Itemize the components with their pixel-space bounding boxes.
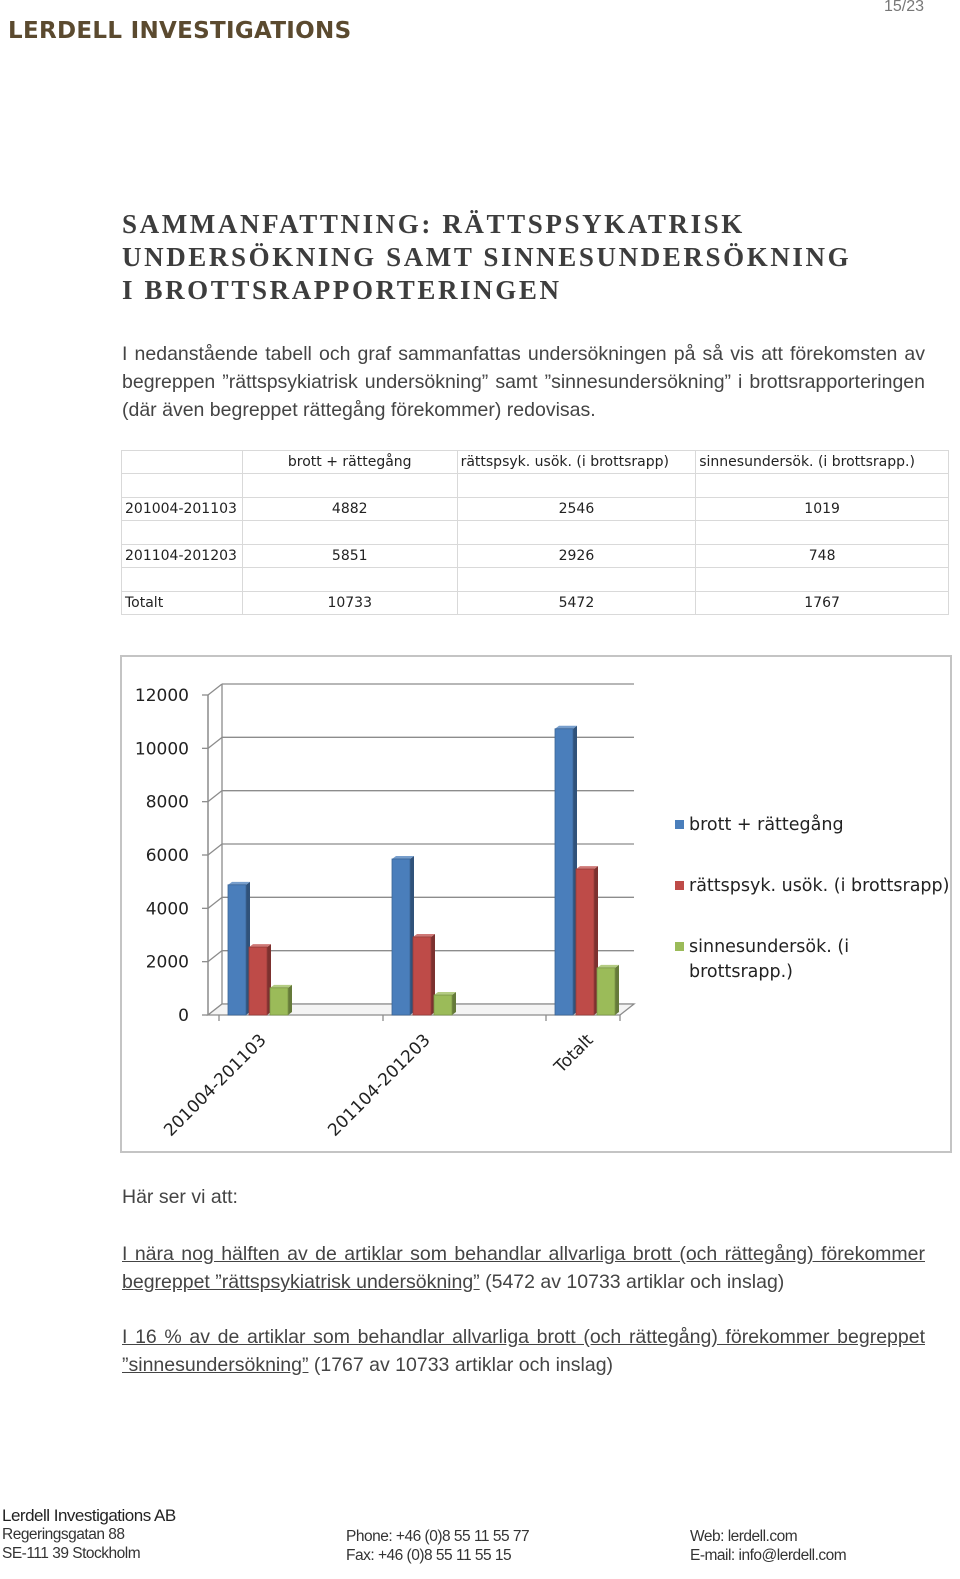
footer-web-link[interactable]: Web: lerdell.com xyxy=(690,1528,798,1545)
bar-chart xyxy=(120,655,952,1153)
x-tick-label: 201104-201203 xyxy=(324,1030,435,1141)
bar xyxy=(555,729,573,1015)
table-cell: 1019 xyxy=(696,498,949,521)
footer-contact xyxy=(346,1527,529,1565)
y-tick-label: 0 xyxy=(178,1006,189,1026)
table-cell: 2926 xyxy=(457,545,696,568)
table-cell: 5472 xyxy=(457,592,696,615)
table-cell: 748 xyxy=(696,545,949,568)
bar xyxy=(392,859,410,1015)
findings-intro: Här ser vi att: xyxy=(122,1186,238,1208)
bar xyxy=(228,885,246,1015)
legend-swatch xyxy=(675,942,684,951)
gridline-depth xyxy=(208,791,222,802)
bar xyxy=(413,937,431,1015)
title-line-3: I BROTTSRAPPORTERINGEN xyxy=(122,275,562,305)
legend-label: rättspsyk. usök. (i brottsrapp) xyxy=(689,876,950,896)
title-line-1: SAMMANFATTNING: RÄTTSPSYKATRISK xyxy=(122,209,745,239)
gridline-depth xyxy=(208,737,222,748)
footer-fax: Fax: +46 (0)8 55 11 55 15 xyxy=(346,1547,512,1564)
chart-canvas xyxy=(122,657,950,1151)
table-cell: Totalt xyxy=(122,592,243,615)
intro-paragraph: I nedanstående tabell och graf sammanfattas undersökningen på så vis att förekomsten av begreppen ”rättspsykiatrisk undersökning” samt ”sinnesundersökning” i brottsrapporteringen (där även begreppet rättegång förekommer) redovisas. xyxy=(122,343,925,421)
brand-logo: LERDELL INVESTIGATIONS xyxy=(8,18,352,44)
finding-paragraph-2 xyxy=(122,1323,925,1379)
table-row xyxy=(122,592,949,615)
footer-street: Regeringsgatan 88 xyxy=(2,1526,125,1543)
bar xyxy=(597,968,615,1015)
x-tick-label: Totalt xyxy=(550,1030,598,1078)
table-spacer-row xyxy=(122,568,949,592)
title-line-2: UNDERSÖKNING SAMT SINNESUNDERSÖKNING xyxy=(122,242,852,272)
bar xyxy=(576,869,594,1015)
summary-table xyxy=(121,450,949,615)
footer-address xyxy=(2,1506,176,1563)
page-number: 15/23 xyxy=(883,0,924,15)
finding-paragraph-1 xyxy=(122,1240,925,1296)
table-header-cell: rättspsyk. usök. (i brottsrapp) xyxy=(457,451,696,474)
table-row xyxy=(122,498,949,521)
table-row xyxy=(122,545,949,568)
gridline-depth xyxy=(208,951,222,962)
footer-email-link[interactable]: E-mail: info@lerdell.com xyxy=(690,1547,847,1564)
table-header-cell: brott + rättegång xyxy=(242,451,457,474)
y-tick-label: 8000 xyxy=(145,792,189,813)
table-cell: 5851 xyxy=(242,545,457,568)
finding-2-underlined: I 16 % av de artiklar som behandlar allvarliga brott (och rättegång) förekommer begreppet ”sinnesundersökning” xyxy=(122,1326,925,1376)
y-tick-label: 4000 xyxy=(145,899,189,920)
table-header-cell xyxy=(122,451,243,474)
finding-1-underlined: I nära nog hälften av de artiklar som behandlar allvarliga brott (och rättegång) förekommer begreppet ”rättspsykiatrisk undersökning” xyxy=(122,1243,925,1293)
legend-swatch xyxy=(675,820,684,829)
y-tick-label: 6000 xyxy=(145,846,189,866)
table-cell: 2546 xyxy=(457,498,696,521)
bar xyxy=(270,988,288,1015)
bar-side xyxy=(288,985,292,1015)
gridline-depth xyxy=(208,844,222,855)
table-cell: 201004-201103 xyxy=(122,498,243,521)
legend-label: brott + rättegång xyxy=(689,815,844,835)
y-tick-label: 2000 xyxy=(145,952,189,973)
table-cell: 10733 xyxy=(242,592,457,615)
footer-phone: Phone: +46 (0)8 55 11 55 77 xyxy=(346,1528,530,1545)
finding-2-rest: (1767 av 10733 artiklar och inslag) xyxy=(308,1354,614,1376)
footer-web xyxy=(690,1527,846,1565)
page-title xyxy=(122,208,942,307)
footer-city: SE-111 39 Stockholm xyxy=(2,1545,141,1562)
bar-side xyxy=(452,992,456,1015)
table-spacer-row xyxy=(122,521,949,545)
legend-swatch xyxy=(675,881,684,890)
table-spacer-row xyxy=(122,474,949,498)
bar xyxy=(249,947,267,1015)
table-header-cell: sinnesundersök. (i brottsrapp.) xyxy=(696,451,949,474)
gridline-depth xyxy=(208,684,222,695)
bar xyxy=(434,995,452,1015)
bar-side xyxy=(615,965,619,1015)
legend-label: sinnesundersök. (i brottsrapp.) xyxy=(689,937,850,982)
table-cell: 201104-201203 xyxy=(122,545,243,568)
footer-company: Lerdell Investigations AB xyxy=(2,1506,176,1525)
finding-1-rest: (5472 av 10733 artiklar och inslag) xyxy=(479,1271,785,1293)
table-cell: 4882 xyxy=(242,498,457,521)
x-tick-label: 201004-201103 xyxy=(160,1030,271,1141)
table-header-row xyxy=(122,451,949,474)
gridline-depth xyxy=(208,897,222,908)
y-tick-label: 12000 xyxy=(134,686,189,706)
table-cell: 1767 xyxy=(696,592,949,615)
y-tick-label: 10000 xyxy=(134,739,189,760)
